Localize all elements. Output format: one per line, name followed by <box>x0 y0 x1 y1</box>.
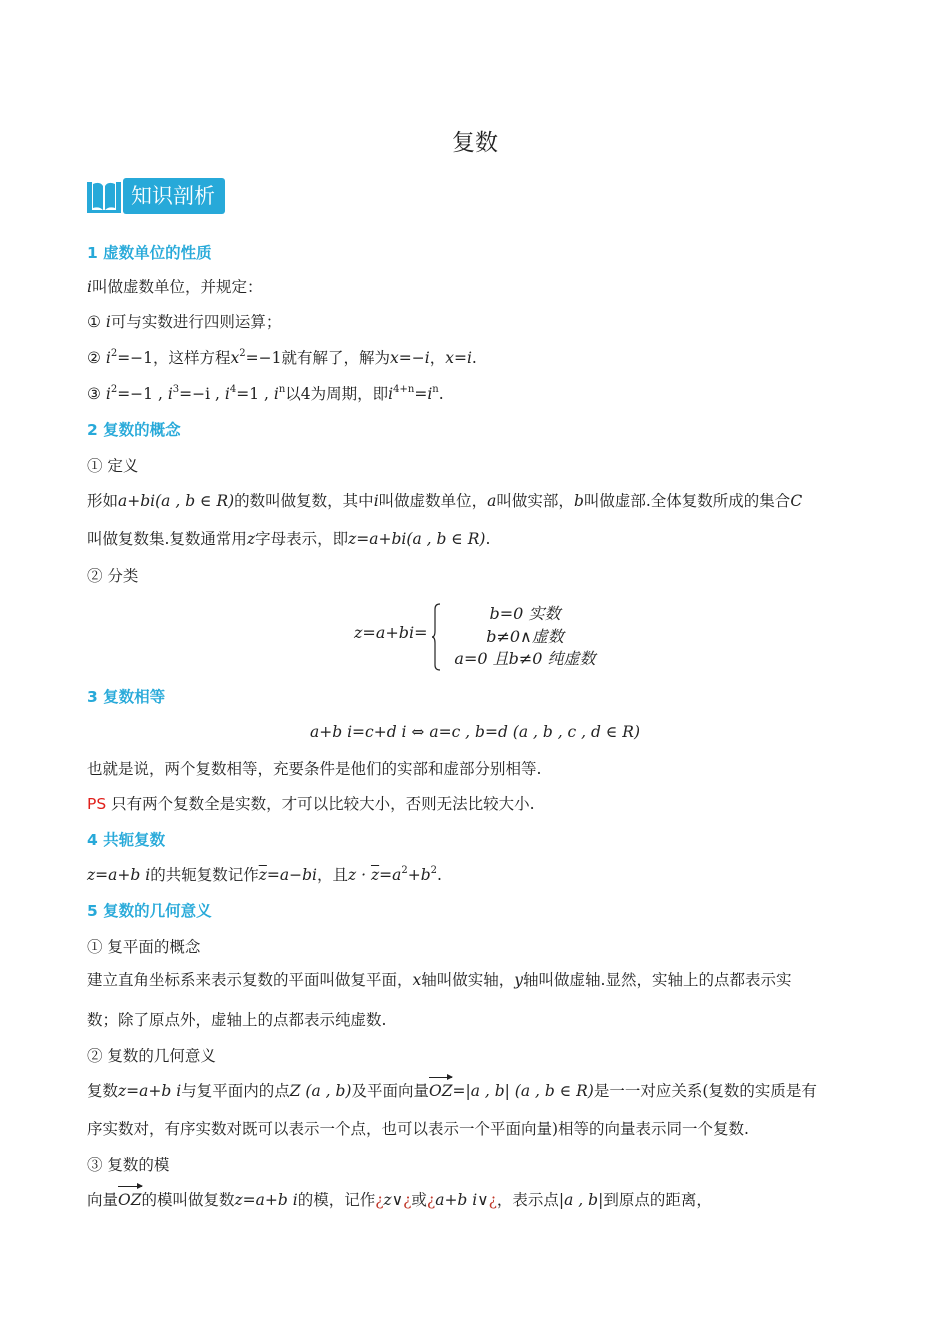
text: 到原点的距离， <box>603 1191 712 1209</box>
section-banner <box>87 178 225 214</box>
text: 轴叫做实轴， <box>421 971 515 989</box>
book-icon <box>87 178 121 214</box>
math: x <box>230 349 240 367</box>
s3-text: 也就是说，两个复数相等，充要条件是他们的实部和虚部分别相等. <box>87 760 542 778</box>
exponent: 3 <box>172 384 180 395</box>
math: (a , b ∈ R) <box>155 492 235 510</box>
text: 及平面向量 <box>351 1082 429 1100</box>
exponent: 2 <box>110 348 118 359</box>
math: C <box>790 492 803 510</box>
math: |a , b| <box>558 1191 604 1209</box>
math: =−i , <box>179 385 225 403</box>
section-3-heading: 3 复数相等 <box>87 688 166 706</box>
s5-sub-3: ③ 复数的模 <box>87 1156 170 1174</box>
math: =−1 <box>117 349 154 367</box>
math: a+b i∨ <box>435 1191 489 1209</box>
math: x=i <box>445 349 472 367</box>
math: x=−i <box>390 349 430 367</box>
s5-text-3 <box>87 1079 817 1103</box>
text: 以4为周期，即 <box>285 385 389 403</box>
math: i <box>273 385 279 403</box>
text: 向量 <box>87 1191 119 1209</box>
s5-text-2: 数；除了原点外，虚轴上的点都表示纯虚数. <box>87 1011 387 1029</box>
exponent: 2 <box>401 865 408 876</box>
math: z <box>246 530 256 548</box>
s5-text-5 <box>87 1188 712 1212</box>
text: 叫做虚数单位，并规定： <box>91 278 263 296</box>
text: 建立直角坐标系来表示复数的平面叫做复平面， <box>87 971 413 989</box>
math: (a , b ∈ R) <box>406 530 486 548</box>
exponent: n <box>432 384 439 395</box>
text: 叫做虚部.全体复数所成的集合 <box>583 492 791 510</box>
text: 的数叫做复数，其中 <box>234 492 374 510</box>
classification-row: b≠0∧虚数 <box>486 626 564 646</box>
text: 的共轭复数记作 <box>150 866 259 884</box>
math: y <box>514 971 524 989</box>
math: +b <box>407 866 431 884</box>
math: b <box>573 492 584 510</box>
math: i <box>224 385 230 403</box>
math: i <box>167 385 173 403</box>
glyph: ¿ <box>403 1191 412 1209</box>
s5-sub-2: ② 复数的几何意义 <box>87 1047 216 1065</box>
exponent: 4 <box>229 384 237 395</box>
s2-cls-label: ② 分类 <box>87 567 139 585</box>
text: 叫做实部， <box>496 492 574 510</box>
math-i: i <box>87 278 92 296</box>
page-title: 复数 <box>452 130 498 156</box>
s2-def-line-2 <box>87 527 490 551</box>
math-conjugate: $\overline{z}$ <box>258 866 267 884</box>
math: =−1 , <box>117 385 168 403</box>
math: =|a , b| (a , b ∈ R) <box>452 1082 594 1100</box>
text: ， <box>429 349 446 367</box>
s5-text-4: 序实数对，有序实数对既可以表示一个点，也可以表示一个平面向量)相等的向量表示同一个复数. <box>87 1120 749 1138</box>
text: 的模，记作 <box>297 1191 376 1209</box>
text: 是一一对应关系(复数的实质是有 <box>593 1082 817 1100</box>
list-number: ② <box>87 349 101 367</box>
text: 与复平面内的点 <box>181 1082 290 1100</box>
text: 只有两个复数全是实数，才可以比较大小，否则无法比较大小. <box>106 795 535 813</box>
math-i: i <box>105 313 111 331</box>
section-1-heading: 1 虚数单位的性质 <box>87 244 212 262</box>
s5-sub-1: ① 复平面的概念 <box>87 938 201 956</box>
math: z=a+b i <box>118 1082 182 1100</box>
list-number: ③ <box>87 385 101 403</box>
math: i <box>105 349 111 367</box>
math: =a <box>379 866 402 884</box>
math: z∨ <box>383 1191 404 1209</box>
math: = <box>414 385 428 403</box>
text: 形如 <box>87 492 119 510</box>
math: i <box>427 385 433 403</box>
glyph: ¿ <box>375 1191 384 1209</box>
glyph: ¿ <box>488 1191 497 1209</box>
equality-formula: a+b i=c+d i ⇔ a=c , b=d (a , b , c , d ∈ R) <box>310 723 640 741</box>
text: 的模叫做复数 <box>141 1191 235 1209</box>
math: x <box>412 971 422 989</box>
math: z=a+b i <box>234 1191 298 1209</box>
text: . <box>471 349 477 367</box>
math: i <box>105 385 111 403</box>
text: 叫做虚数单位， <box>378 492 488 510</box>
text: 字母表示，即 <box>255 530 349 548</box>
text: ，这样方程 <box>153 349 231 367</box>
classification-row: b=0 实数 <box>489 604 561 623</box>
math: Z (a , b) <box>289 1082 352 1100</box>
section-2-heading: 2 复数的概念 <box>87 421 181 439</box>
text: ，且 <box>317 866 349 884</box>
list-number: ① <box>87 313 101 331</box>
text: . <box>438 385 444 403</box>
classification-rows <box>440 603 610 671</box>
exponent: 4+n <box>393 384 415 395</box>
math-vector: OZ <box>118 1188 141 1212</box>
section-4-heading: 4 共轭复数 <box>87 831 166 849</box>
text: . <box>437 866 442 884</box>
math: z=a+bi <box>348 530 407 548</box>
text: . <box>485 530 491 548</box>
text: 叫做复数集.复数通常用 <box>87 530 247 548</box>
math: a+bi <box>118 492 156 510</box>
exponent: 2 <box>239 348 246 359</box>
s1-point-2 <box>87 346 477 370</box>
exponent: 2 <box>110 384 118 395</box>
s1-point-3 <box>87 382 444 406</box>
text: 可与实数进行四则运算； <box>110 313 282 331</box>
math-vector: OZ <box>429 1079 452 1103</box>
exponent: 2 <box>430 865 438 876</box>
text: 或 <box>411 1191 427 1209</box>
math: a <box>487 492 497 510</box>
classification-row: a=0 且b≠0 纯虚数 <box>454 649 596 668</box>
classification-lhs: z=a+bi= <box>354 623 428 642</box>
s5-text-1 <box>87 968 791 992</box>
glyph: ¿ <box>426 1191 436 1209</box>
section-5-heading: 5 复数的几何意义 <box>87 902 212 920</box>
s1-intro <box>87 275 262 299</box>
math: =1 , <box>236 385 274 403</box>
banner-label: 知识剖析 <box>123 178 225 214</box>
s4-text <box>87 863 442 887</box>
s3-ps <box>87 792 535 816</box>
math: =a−bi <box>266 866 317 884</box>
s2-def-label: ① 定义 <box>87 457 139 475</box>
math: =−1 <box>245 349 282 367</box>
math: i <box>388 385 394 403</box>
text: 就有解了，解为 <box>281 349 391 367</box>
s2-def-line-1 <box>87 489 802 513</box>
math: z · <box>348 866 371 884</box>
text: 复数 <box>87 1082 119 1100</box>
s1-point-1 <box>87 310 281 334</box>
exponent: n <box>278 384 286 395</box>
ps-tag: PS <box>87 795 107 813</box>
math-conjugate: $\overline{z}$ <box>370 866 380 884</box>
math: z=a+b i <box>87 866 151 884</box>
text: 轴叫做虚轴.显然，实轴上的点都表示实 <box>523 971 792 989</box>
text: ，表示点 <box>496 1191 559 1209</box>
math: i <box>373 492 379 510</box>
